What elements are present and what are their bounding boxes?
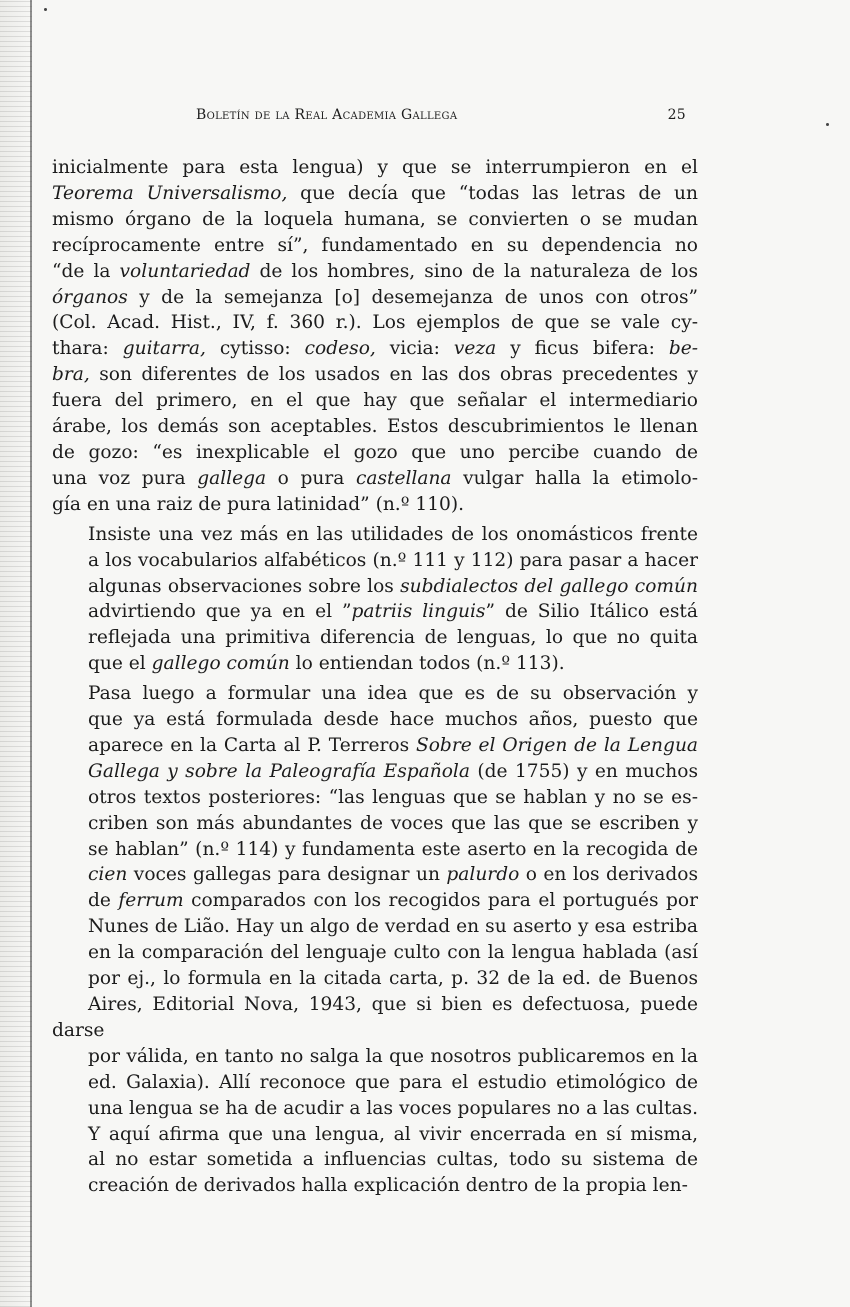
text-segment: (Col. Acad. Hist., IV, f. 360 r.). Los ejemplos de que se vale cy- (52, 312, 698, 334)
text-line (52, 862, 698, 888)
text-line (52, 1173, 698, 1199)
text-line (52, 285, 698, 311)
italic-text: bra, (52, 364, 90, 386)
text-segment: y de la semejanza [o] desemejanza de unos con otros” (127, 286, 698, 308)
text-segment: que decía que “todas las letras de un (287, 182, 698, 204)
italic-text: subdialectos del gallego común (400, 575, 698, 597)
text-segment: fuera del primero, en el que hay que señalar el intermediario (52, 390, 698, 412)
text-segment: ” de Silio Itálico está (485, 601, 698, 623)
text-segment: recíprocamente entre sí”, fundamentado en su dependencia no (52, 234, 698, 256)
text-line (52, 414, 698, 440)
text-segment: (de 1755) y en muchos (469, 760, 698, 782)
text-segment: reflejada una primitiva diferencia de lenguas, lo que no quita (88, 627, 698, 649)
text-line (52, 155, 698, 181)
text-line (52, 388, 698, 414)
text-segment: Pasa luego a formular una idea que es de su observación y (88, 683, 698, 705)
text-segment: al no estar sometida a influencias cultas, todo su sistema de (88, 1149, 698, 1171)
text-line (52, 914, 698, 940)
italic-text: voluntariedad (119, 260, 251, 282)
paragraph (52, 681, 698, 1199)
text-line (52, 1044, 698, 1070)
text-line (52, 651, 698, 677)
text-segment: Aires, Editorial Nova, 1943, que si bien es defectuosa, puede darse (52, 994, 698, 1041)
text-line (52, 1096, 698, 1122)
text-line (52, 966, 698, 992)
text-segment: advirtiendo que ya en el ” (88, 601, 352, 623)
text-segment: algunas observaciones sobre los (88, 575, 401, 597)
body-text (52, 155, 698, 1199)
italic-text: gallego común (151, 653, 290, 675)
gutter-line (30, 0, 32, 1307)
italic-text: Gallega y sobre la Paleografía Española (88, 760, 470, 782)
italic-text: codeso, (304, 338, 376, 360)
italic-text: be- (668, 338, 699, 360)
text-line (52, 574, 698, 600)
text-line (52, 259, 698, 285)
text-line (52, 466, 698, 492)
text-line (52, 785, 698, 811)
text-segment: a los vocabularios alfabéticos (n.º 111 y 112) para pasar a hacer (88, 549, 698, 571)
text-line (52, 1122, 698, 1148)
text-segment: que ya está formulada desde hace muchos años, puesto que (88, 709, 698, 731)
text-segment: o pura (266, 467, 356, 489)
text-segment: voces gallegas para designar un (127, 864, 447, 886)
text-line (52, 548, 698, 574)
italic-text: guitarra, (122, 338, 206, 360)
text-segment: y ficus bifera: (496, 338, 669, 360)
text-line (52, 310, 698, 336)
text-segment: una voz pura (52, 467, 198, 489)
text-segment: ed. Galaxia). Allí reconoce que para el estudio etimológico de (88, 1071, 698, 1093)
page-number: 25 (667, 107, 686, 123)
text-segment: o en los derivados (519, 864, 698, 886)
text-segment: lo entiendan todos (n.º 113). (289, 653, 565, 675)
text-segment: cytisso: (205, 338, 305, 360)
italic-text: Teorema Universalismo, (52, 182, 288, 204)
text-line (52, 362, 698, 388)
text-segment: criben son más abundantes de voces que las que se escriben y (88, 812, 698, 834)
running-title: Boletín de la Real Academia Gallega (196, 107, 458, 123)
text-line (52, 233, 698, 259)
text-segment: Y aquí afirma que una lengua, al vivir encerrada en sí misma, (88, 1123, 698, 1145)
italic-text: órganos (52, 286, 128, 308)
paragraph (52, 155, 698, 518)
text-segment: aparece en la Carta al P. Terreros (88, 734, 416, 756)
text-line (52, 440, 698, 466)
text-line (52, 1070, 698, 1096)
italic-text: Sobre el Origen de la Lengua (416, 734, 699, 756)
speck (44, 8, 47, 11)
text-segment: thara: (52, 338, 123, 360)
text-line (52, 707, 698, 733)
text-segment: Nunes de Lião. Hay un algo de verdad en su aserto y esa estriba (88, 916, 698, 938)
text-segment: una lengua se ha de acudir a las voces populares no a las cultas. (88, 1097, 698, 1119)
text-segment: “de la (52, 260, 120, 282)
text-line (52, 492, 698, 518)
running-header (196, 107, 686, 129)
italic-text: cien (88, 864, 128, 886)
text-segment: se hablan” (n.º 114) y fundamenta este aserto en la recogida de (88, 838, 698, 860)
text-segment: inicialmente para esta lengua) y que se interrumpieron en el (52, 157, 698, 178)
text-segment: comparados con los recogidos para el portugués por (183, 890, 698, 912)
text-segment: de (88, 890, 119, 912)
paragraph (52, 522, 698, 677)
italic-text: ferrum (118, 890, 184, 912)
text-line (52, 336, 698, 362)
text-line (52, 1147, 698, 1173)
text-line (52, 625, 698, 651)
text-line (52, 522, 698, 548)
italic-text: castellana (355, 467, 452, 489)
speck (826, 123, 829, 126)
text-line (52, 888, 698, 914)
text-segment: son diferentes de los usados en las dos obras precedentes y (89, 364, 698, 386)
text-segment: por válida, en tanto no salga la que nosotros publicaremos en la (88, 1045, 698, 1067)
text-segment: que el (88, 653, 152, 675)
text-segment: en la comparación del lenguaje culto con la lengua hablada (así (88, 942, 698, 964)
italic-text: gallega (197, 467, 267, 489)
text-segment: de los hombres, sino de la naturaleza de los (250, 260, 698, 282)
text-segment: otros textos posteriores: “las lenguas que se hablan y no se es- (88, 786, 698, 808)
text-segment: Insiste una vez más en las utilidades de los onomásticos frente (88, 523, 698, 545)
text-line (52, 599, 698, 625)
text-line (52, 681, 698, 707)
text-segment: creación de derivados halla explicación dentro de la propia len- (88, 1175, 688, 1197)
text-line (52, 759, 698, 785)
text-line (52, 207, 698, 233)
text-line (52, 837, 698, 863)
text-line (52, 940, 698, 966)
text-segment: gía en una raiz de pura latinidad” (n.º 110). (52, 493, 465, 515)
text-line (52, 992, 698, 1044)
text-line (52, 733, 698, 759)
italic-text: patriis linguis (351, 601, 486, 623)
italic-text: palurdo (446, 864, 520, 886)
text-line (52, 181, 698, 207)
text-segment: árabe, los demás son aceptables. Estos descubrimientos le llenan (52, 416, 698, 438)
book-binding-edge (0, 0, 32, 1307)
text-line (52, 811, 698, 837)
text-segment: por ej., lo formula en la citada carta, p. 32 de la ed. de Buenos (88, 968, 698, 990)
italic-text: veza (453, 338, 497, 360)
text-segment: vulgar halla la etimolo- (451, 467, 698, 489)
text-segment: vicia: (375, 338, 454, 360)
text-segment: de gozo: “es inexplicable el gozo que uno percibe cuando de (52, 441, 698, 463)
text-segment: mismo órgano de la loquela humana, se convierten o se mudan (52, 208, 698, 230)
